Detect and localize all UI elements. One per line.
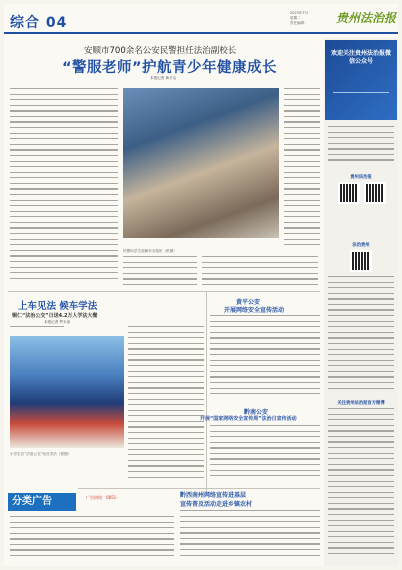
story4-title-line2: 开展“国家网络安全宣传周”法治日宣传活动 — [200, 416, 297, 422]
sidebar-box2-title: 贵州法治报 — [350, 175, 372, 180]
story2-title: 上车见法 候车学法 — [18, 301, 98, 312]
story5-text — [180, 510, 320, 564]
lead-text-col1 — [10, 88, 118, 288]
story4-text — [210, 425, 320, 485]
story2-text — [128, 326, 204, 486]
story2-subtitle: 铜仁“法治公交”日送4.2万人学法大餐 — [12, 313, 98, 319]
lead-photo — [123, 88, 279, 253]
story2-photo — [10, 336, 124, 448]
classified-hotline: 广告热线：0851- — [86, 495, 118, 500]
lead-title: “警服老师”护航青少年健康成长 — [62, 60, 278, 76]
lead-text-col3 — [202, 256, 318, 288]
qr-code-icon — [364, 182, 386, 204]
section-title: 综合 04 — [10, 15, 68, 31]
story5-title-line1: 黔西南州网络宣传进基层 — [180, 492, 247, 499]
story5-title-line2: 宣传普及活动走进乡镇农村 — [180, 501, 253, 508]
qr-code-icon — [338, 182, 360, 204]
story4-title-line1: 黔南公安 — [244, 409, 269, 416]
lead-text-col2 — [123, 256, 197, 288]
story3-title-line1: 黄平公安 — [236, 299, 261, 306]
sidebar-box4-title: 关注贵州法治报官方微博 — [337, 401, 385, 406]
classified-ads — [10, 516, 174, 564]
lead-subtitle: 安顺市700余名公安民警担任法治副校长 — [84, 46, 237, 56]
story3-title-line2: 开展网络安全宣传活动 — [224, 307, 285, 314]
classified-banner: 分类广告 — [8, 493, 76, 511]
lead-photo-caption: 民警向学生讲解安全知识（供图） — [123, 249, 177, 253]
story2-photo-caption: 小学生在“法治公交”站台学法（供图） — [10, 452, 72, 456]
divider — [8, 291, 320, 292]
page-header — [4, 4, 398, 34]
masthead-logo: 贵州法治报 — [336, 11, 397, 25]
qr-code-icon — [350, 250, 372, 272]
sidebar-promo — [325, 40, 397, 120]
sidebar-box3-title: 法治贵州 — [352, 243, 370, 248]
lead-text-col4 — [284, 88, 320, 254]
story3-text — [210, 315, 320, 401]
sidebar-promo-text: 欢迎关注贵州法治报微信公众号 — [331, 50, 392, 65]
story2-byline: 本报记者 罗永泉 — [44, 320, 71, 324]
newspaper-page — [4, 4, 398, 566]
issue-date: 2023年7月 星期二 责任编辑： — [290, 11, 309, 25]
lead-byline: 本报记者 黄平山 — [150, 76, 177, 80]
